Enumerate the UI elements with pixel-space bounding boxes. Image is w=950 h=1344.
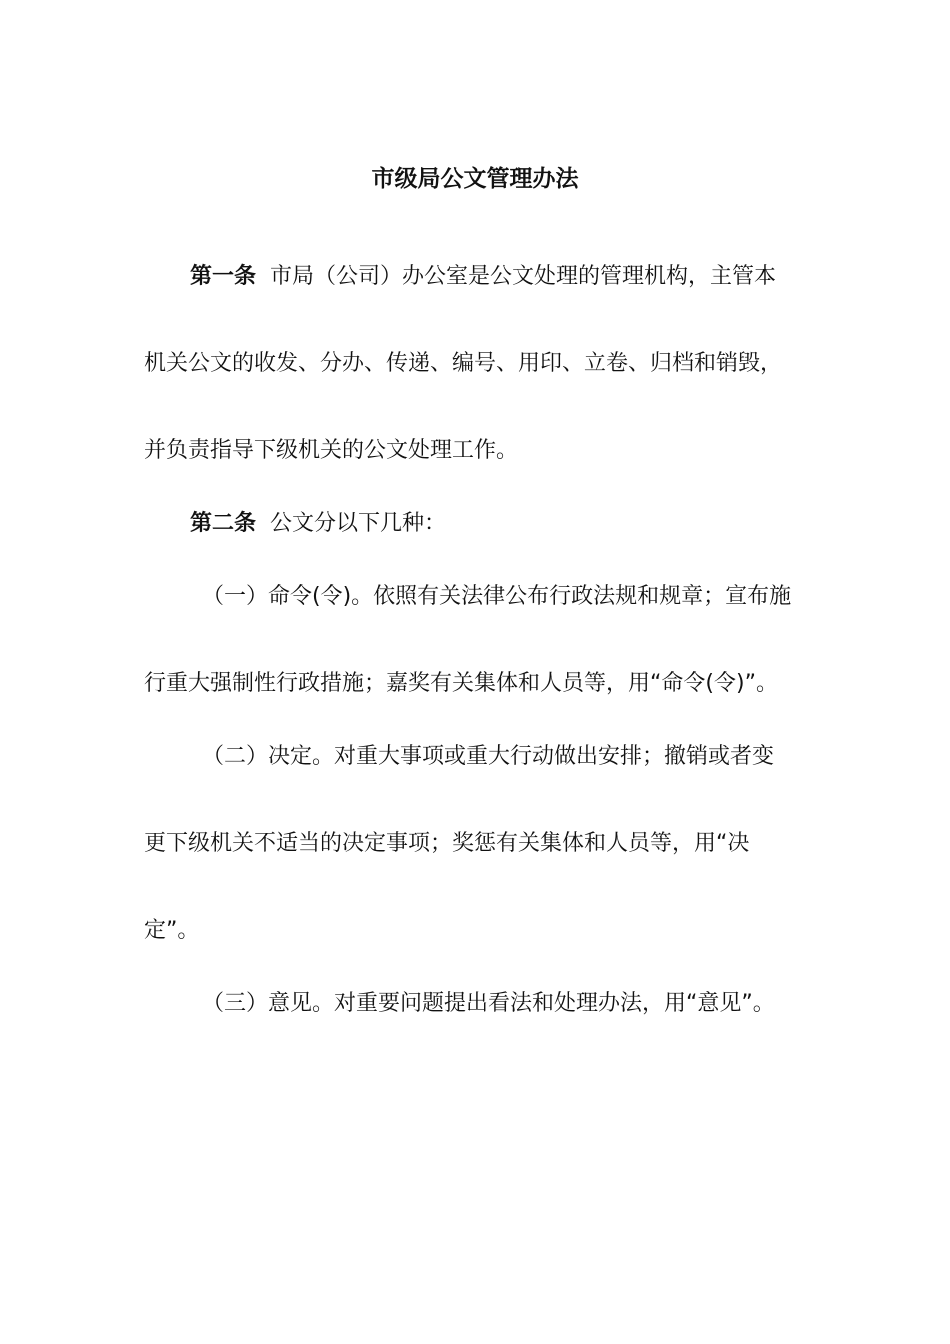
article2-label: 第二条 [190, 511, 257, 536]
item2-line-2: 更下级机关不适当的决定事项；奖惩有关集体和人员等，用“决 [144, 831, 750, 856]
item2-line-1: （二）决定。对重大事项或重大行动做出安排；撤销或者变 [202, 744, 775, 769]
item2-line-3: 定”。 [144, 918, 200, 943]
document-title: 市级局公文管理办法 [371, 166, 579, 192]
article1-line-3: 并负责指导下级机关的公文处理工作。 [144, 438, 519, 463]
article1-text-1: 市局（公司）办公室是公文处理的管理机构，主管本 [270, 264, 777, 289]
article1-label: 第一条 [190, 264, 257, 289]
article2-line [190, 507, 860, 541]
item3-line-1: （三）意见。对重要问题提出看法和处理办法，用“意见”。 [202, 991, 775, 1016]
article1-line-1 [190, 260, 860, 294]
item1-line-2: 行重大强制性行政措施；嘉奖有关集体和人员等，用“命令(令)”。 [144, 671, 778, 696]
article2-text: 公文分以下几种： [270, 511, 447, 536]
article1-line-2: 机关公文的收发、分办、传递、编号、用印、立卷、归档和销毁， [144, 351, 783, 376]
item1-line-1: （一）命令(令)。依照有关法律公布行政法规和规章；宣布施 [202, 584, 792, 609]
